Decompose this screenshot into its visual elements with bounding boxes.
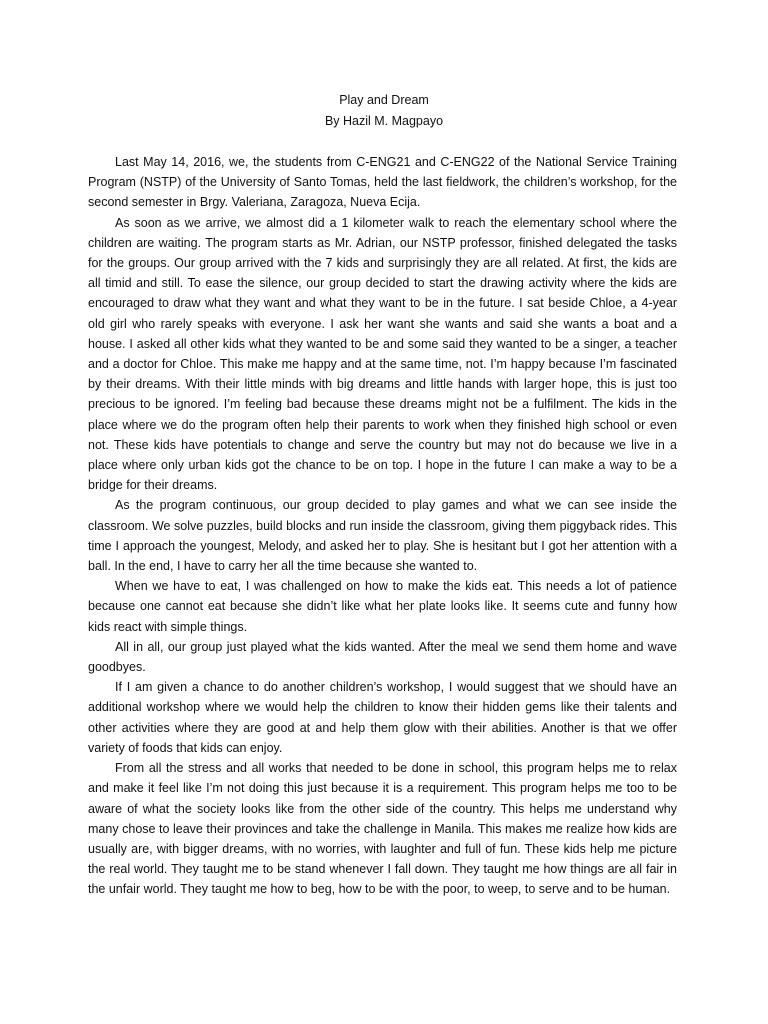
document-byline: By Hazil M. Magpayo xyxy=(324,114,444,128)
paragraph-3: As the program continuous, our group decided to play games and what we can see inside the classroom. We solve puzzles, build blocks and run inside the classroom, giving them piggyback rides. This time I approach the youngest, Melody, and asked her to play. She is hesitant but I got her attention with a ball. In the end, I have to carry her all the time because she wanted to. xyxy=(88,498,677,574)
paragraph-1: Last May 14, 2016, we, the students from C-ENG21 and C-ENG22 of the National Service Training Program (NSTP) of the University of Santo Tomas, held the last fieldwork, the children’s workshop, for the second semester in Brgy. Valeriana, Zaragoza, Nueva Ecija. xyxy=(88,155,677,210)
paragraph-6: If I am given a chance to do another children’s workshop, I would suggest that we should have an additional workshop where we would help the children to know their hidden gems like their talents and other activities where they are good at and help them glow with their abilities. Another is that we offer variety of foods that kids can enjoy. xyxy=(88,680,677,755)
paragraph-7: From all the stress and all works that needed to be done in school, this program helps me to relax and make it feel like I’m not doing this just because it is a requirement. This program helps me too to be aware of what the society looks like from the other side of the country. This helps me understand why many chose to leave their provinces and take the challenge in Manila. This makes me realize how kids are usually are, with bigger dreams, with no worries, with laughter and full of fun. These kids help me picture the real world. They taught me to be stand whenever I fall down. They taught me how things are all fair in the unfair world. They taught me how to beg, how to be with the poor, to weep, to serve and to be human. xyxy=(88,761,677,897)
document-body xyxy=(88,152,677,900)
title-block xyxy=(88,90,680,132)
paragraph-4: When we have to eat, I was challenged on how to make the kids eat. This needs a lot of patience because one cannot eat because she didn’t like what her plate looks like. It seems cute and funny how kids react with simple things. xyxy=(88,579,677,634)
paragraph-2: As soon as we arrive, we almost did a 1 kilometer walk to reach the elementary school where the children are waiting. The program starts as Mr. Adrian, our NSTP professor, finished delegated the tasks for the groups. Our group arrived with the 7 kids and surprisingly they are all related. At first, the kids are all timid and still. To ease the silence, our group decided to start the drawing activity where the kids are encouraged to draw what they want and what they want to be in the future. I sat beside Chloe, a 4-year old girl who rarely speaks with everyone. I ask her want she wants and said she wants a boat and a house. I asked all other kids what they wanted to be and some said they wanted to be a singer, a teacher and a doctor for Chloe. This make me happy and at the same time, not. I’m happy because I’m fascinated by their dreams. With their little minds with big dreams and little hands with larger hope, this is just too precious to be ignored. I’m feeling bad because these dreams might not be a fulfilment. The kids in the place where we do the program often help their parents to work when they finished high school or even not. These kids have potentials to change and serve the country but may not do because we live in a place where only urban kids got the chance to be on top. I hope in the future I can make a way to be a bridge for their dreams. xyxy=(88,215,677,493)
paragraph-5: All in all, our group just played what the kids wanted. After the meal we send them home and wave goodbyes. xyxy=(88,639,677,675)
document-title: Play and Dream xyxy=(339,93,429,107)
